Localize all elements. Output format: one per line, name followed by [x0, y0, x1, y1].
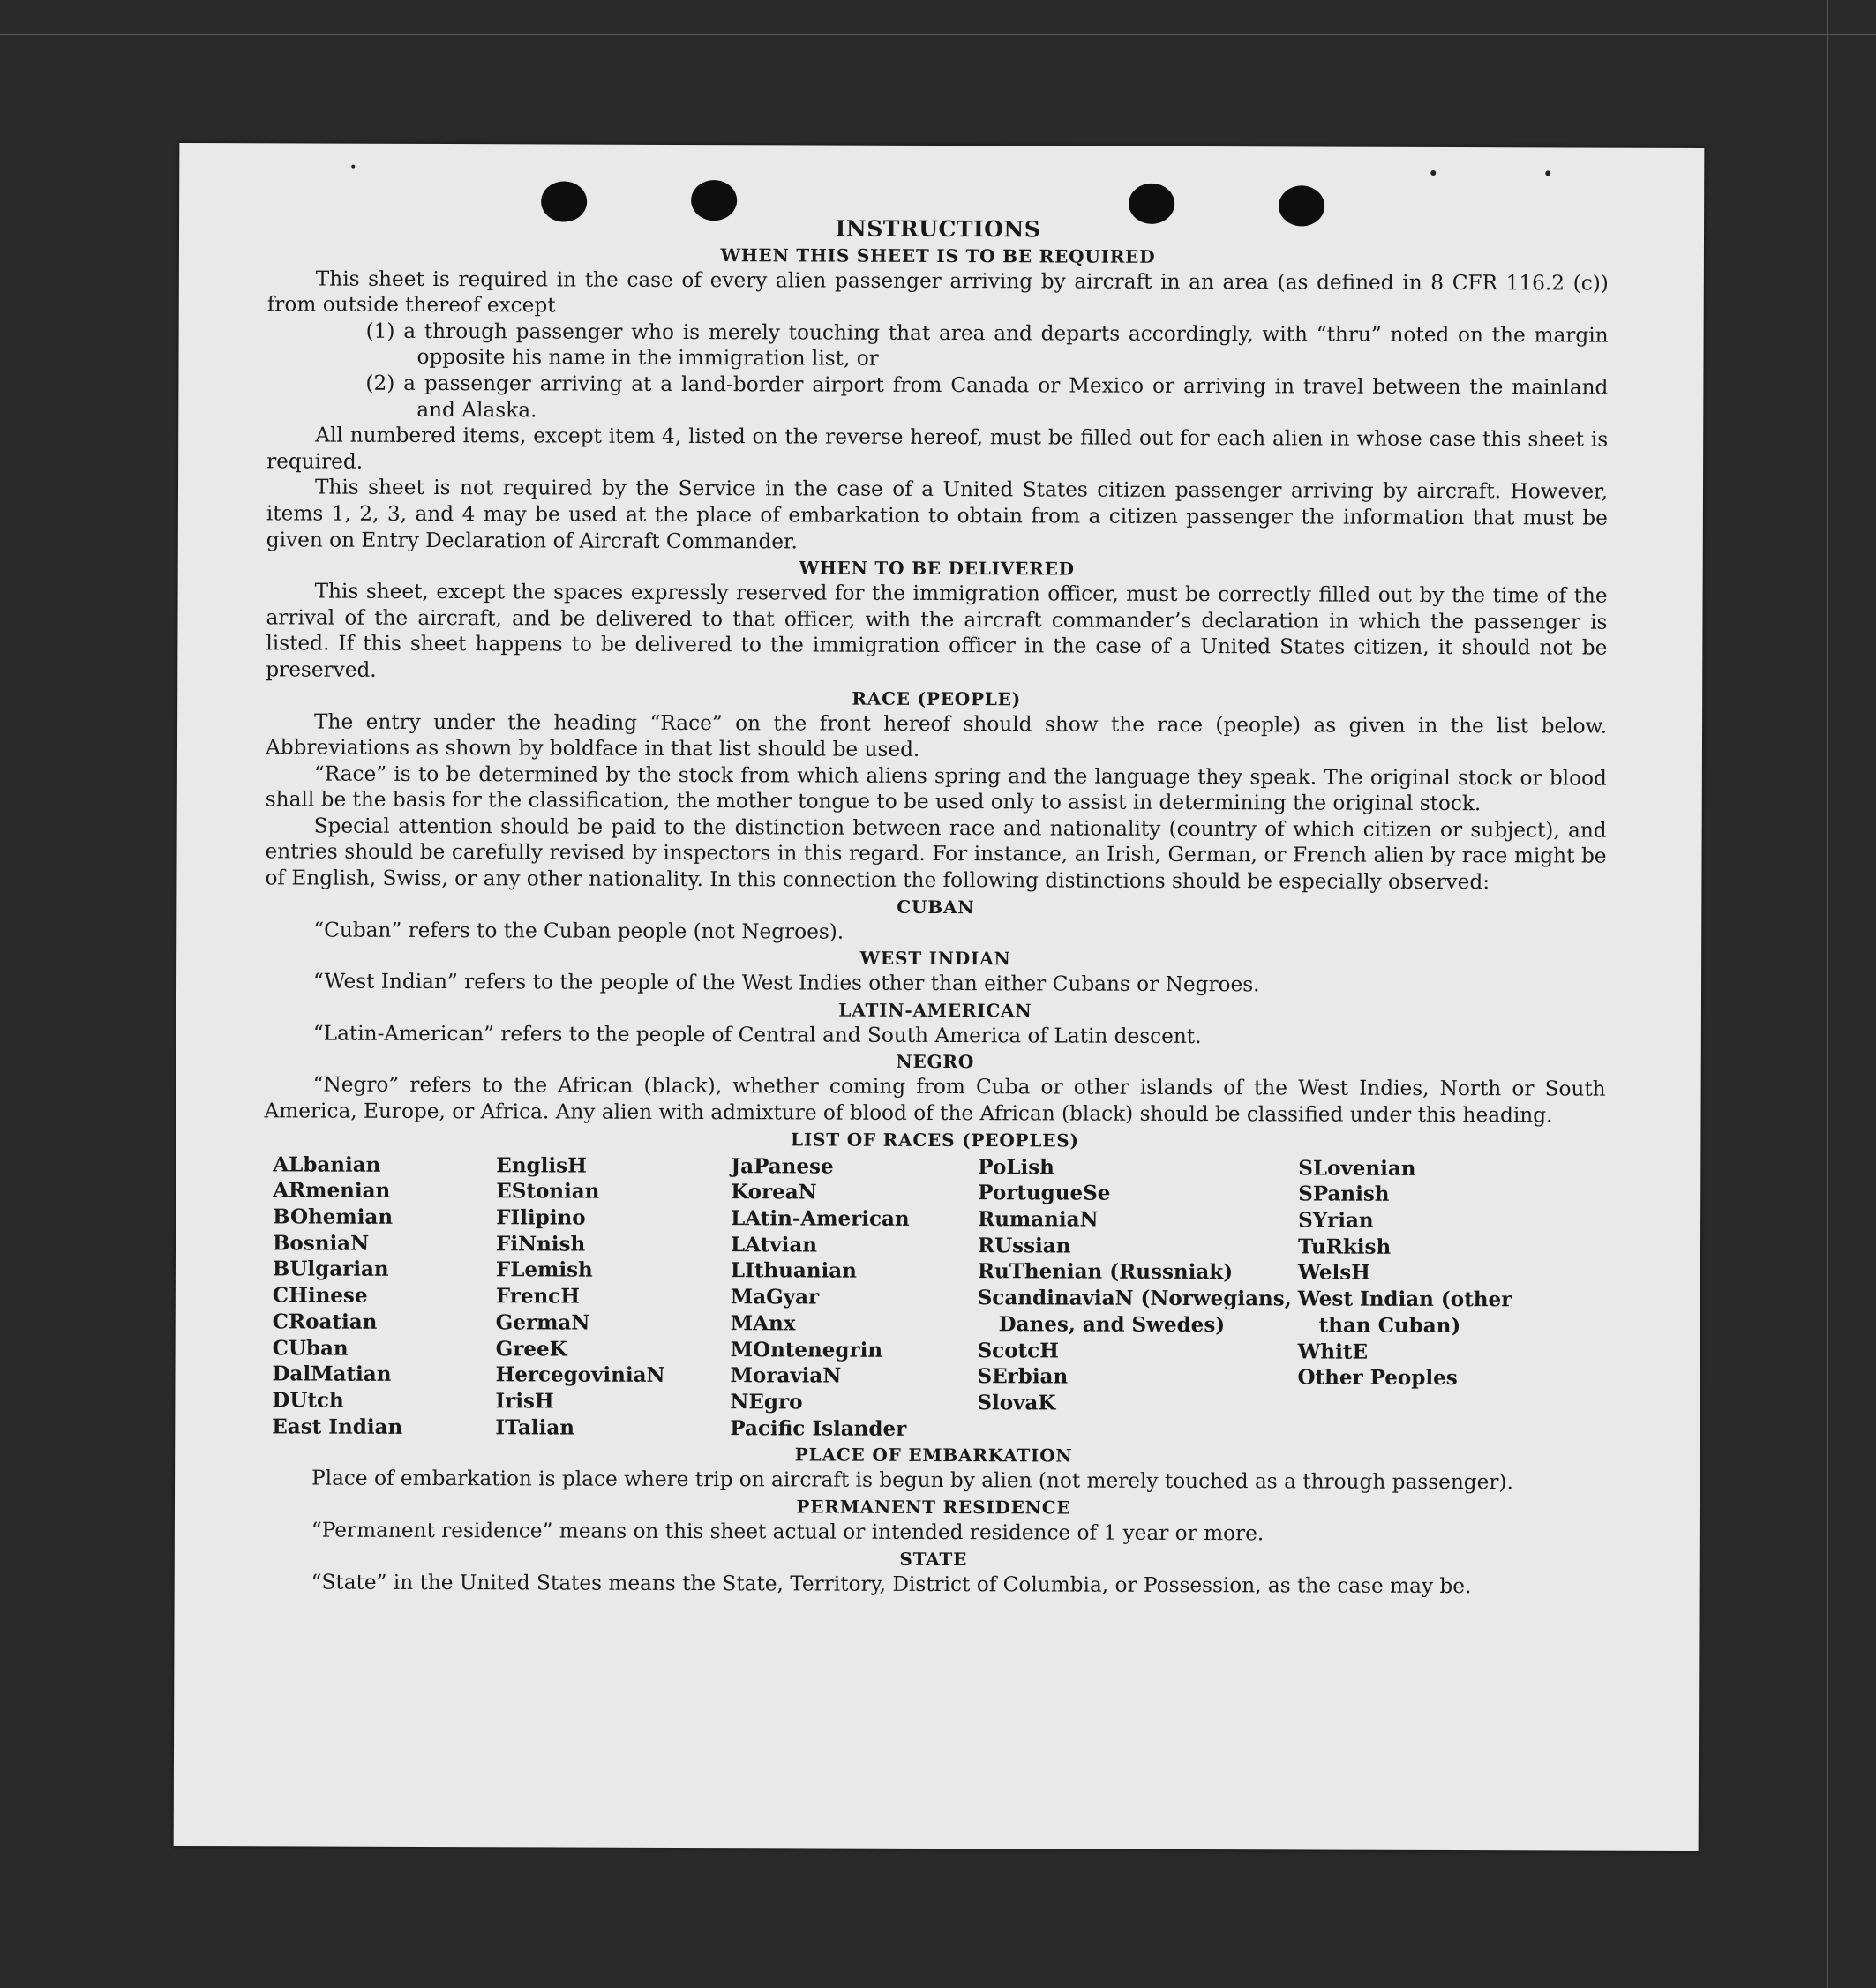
race-item: FrencH	[495, 1284, 581, 1309]
race-item: FiNnish	[495, 1231, 586, 1257]
paragraph: This sheet, except the spaces expressly reserved for the immigration officer, must be correctly filled out by the time of the arrival of the aircraft, and be delivered to that officer, with the aircraft commander’s declaration in which the passenger is listed. If this sheet happens to be delivered to the immigration officer in the case of a United States citizen, it should not be preserved.	[266, 579, 1608, 682]
section-heading-permanent-residence: PERMANENT RESIDENCE	[796, 1496, 1071, 1519]
section-heading-race: RACE (PEOPLE)	[852, 687, 1022, 709]
race-item: GreeK	[495, 1336, 567, 1362]
section-heading-negro: NEGRO	[896, 1051, 975, 1073]
paragraph: This sheet is required in the case of every alien passenger arriving by aircraft in an area (as defined in 8 CFR 116.2 (c)) from outside thereof except	[266, 266, 1609, 318]
section-heading-when-delivered: WHEN TO BE DELIVERED	[799, 557, 1075, 580]
race-item: SLovenian	[1298, 1156, 1416, 1181]
speck	[1430, 170, 1436, 176]
paragraph: “Cuban” refers to the Cuban people (not Negroes).	[313, 918, 844, 944]
race-item: MOntenegrin	[730, 1337, 883, 1362]
race-item: WelsH	[1297, 1260, 1370, 1286]
section-heading-latin-american: LATIN-AMERICAN	[838, 999, 1032, 1022]
race-item: BOhemian	[273, 1204, 394, 1229]
section-heading-state: STATE	[899, 1548, 968, 1570]
exception-item-1: (1) a through passenger who is merely touching that area and departs accordingly, with “thru” noted on the margin opposite his name in the immigration list, or	[365, 319, 1609, 371]
paragraph: “Permanent residence” means on this sheet actual or intended residence of 1 year or more.	[311, 1518, 1264, 1546]
race-item: FIlipino	[496, 1205, 586, 1230]
race-item: KoreaN	[731, 1180, 817, 1204]
race-item: West Indian (other than Cuban)	[1297, 1287, 1512, 1338]
race-item: EnglisH	[496, 1152, 587, 1178]
section-heading-list-of-races: LIST OF RACES (PEOPLES)	[790, 1129, 1079, 1152]
race-item: CRoatian	[272, 1309, 378, 1334]
paragraph: The entry under the heading “Race” on the front hereof should show the race (people) as given in the list below. Abbreviations as shown by boldface in that list should be used.	[265, 709, 1608, 762]
race-item: SYrian	[1298, 1208, 1374, 1233]
race-item: MAnx	[730, 1311, 796, 1336]
race-item: RuThenian (Russniak)	[977, 1259, 1234, 1285]
race-item: JaPanese	[731, 1153, 834, 1179]
race-item: LIthuanian	[730, 1258, 857, 1284]
page-title: INSTRUCTIONS	[835, 215, 1041, 243]
races-list	[272, 1152, 1605, 1444]
race-item: BUlgarian	[272, 1257, 389, 1282]
paragraph: “Race” is to be determined by the stock from which aliens spring and the language they speak. The original stock or blood shall be the basis for the classification, the mother tongue to be used only to assist in determining the original stock.	[265, 761, 1607, 816]
exception-item-2: (2) a passenger arriving at a land-border airport from Canada or Mexico or arriving in travel between the mainland and Alaska.	[365, 371, 1609, 422]
speck	[351, 165, 355, 169]
race-item: DUtch	[272, 1388, 344, 1413]
race-item: GermaN	[495, 1310, 590, 1335]
race-item: EStonian	[496, 1179, 600, 1204]
section-heading-west-indian: WEST INDIAN	[859, 947, 1011, 970]
race-item: LAtvian	[730, 1232, 818, 1257]
frame-right-line	[1827, 0, 1828, 1988]
races-column	[272, 1152, 496, 1441]
instructions-body	[263, 212, 1609, 1599]
race-item: ALbanian	[273, 1152, 381, 1177]
section-heading-when-required: WHEN THIS SHEET IS TO BE REQUIRED	[720, 244, 1156, 267]
race-item: East Indian	[272, 1414, 403, 1439]
race-item: RUssian	[977, 1233, 1071, 1258]
race-item: SErbian	[977, 1364, 1069, 1389]
race-item: BosniaN	[272, 1231, 370, 1256]
race-item: ScotcH	[977, 1338, 1059, 1363]
races-column	[730, 1153, 978, 1443]
race-item: MoraviaN	[730, 1363, 842, 1388]
paragraph: “West Indian” refers to the people of the West Indies other than either Cubans or Negroes.	[313, 969, 1260, 997]
section-heading-cuban: CUBAN	[897, 896, 975, 918]
race-item: MaGyar	[730, 1285, 820, 1309]
race-item: RumaniaN	[978, 1207, 1099, 1232]
race-item: FLemish	[495, 1257, 593, 1283]
paragraph: “Latin-American” refers to the people of Central and South America of Latin descent.	[312, 1021, 1202, 1048]
paragraph: Place of embarkation is place where trip on aircraft is begun by alien (not merely touched as a through passenger).	[311, 1466, 1513, 1495]
paragraph: Special attention should be paid to the distinction between race and nationality (country of which citizen or subject), and entries should be carefully revised by inspectors in this regard. For instance, an Irish, German, or French alien by race might be of English, Swiss, or any other nationality. In this connection the following distinctions should be especially observed:	[265, 814, 1607, 895]
speck	[1545, 170, 1550, 176]
section-heading-embarkation: PLACE OF EMBARKATION	[794, 1444, 1073, 1467]
race-item: SPanish	[1298, 1182, 1390, 1207]
paragraph: “Negro” refers to the African (black), whether coming from Cuba or other islands of the West Indies, North or South America, Europe, or Africa. Any alien with admixture of blood of the African (black) should be classified under this heading.	[264, 1072, 1606, 1128]
race-item: PortugueSe	[978, 1181, 1111, 1206]
paragraph: “State” in the United States means the State, Territory, District of Columbia, or Possession, as the case may be.	[311, 1570, 1472, 1598]
race-item: ARmenian	[273, 1178, 391, 1204]
race-item: Pacific Islander	[730, 1415, 907, 1441]
race-item: IrisH	[495, 1389, 554, 1414]
races-column	[495, 1152, 731, 1442]
race-item: HercegoviniaN	[495, 1362, 665, 1388]
race-item: LAtin-American	[731, 1206, 910, 1231]
race-item: TuRkish	[1297, 1234, 1392, 1259]
race-item: ITalian	[495, 1414, 575, 1440]
document-sheet	[174, 143, 1705, 1851]
race-item: NEgro	[730, 1390, 803, 1414]
races-column	[1297, 1155, 1527, 1444]
race-item: CUban	[272, 1335, 349, 1361]
race-item: PoLish	[978, 1154, 1054, 1180]
race-item: ScandinaviaN (Norwegians, Danes, and Swedes)	[977, 1286, 1292, 1337]
race-item: CHinese	[272, 1283, 368, 1308]
paragraph: All numbered items, except item 4, listed on the reverse hereof, must be filled out for each alien in whose case this sheet is required.	[266, 423, 1609, 474]
paragraph: This sheet is not required by the Service in the case of a United States citizen passenger arriving by aircraft. However, items 1, 2, 3, and 4 may be used at the place of embarkation to obtain from a citizen passenger the information that must be given on Entry Declaration of Aircraft Commander.	[266, 475, 1609, 553]
race-item: DalMatian	[272, 1362, 392, 1387]
race-item: SlovaK	[977, 1391, 1056, 1415]
race-item: Other Peoples	[1297, 1365, 1458, 1391]
race-item: WhitE	[1297, 1339, 1369, 1364]
races-column	[977, 1154, 1298, 1444]
frame-top-line	[0, 34, 1876, 35]
